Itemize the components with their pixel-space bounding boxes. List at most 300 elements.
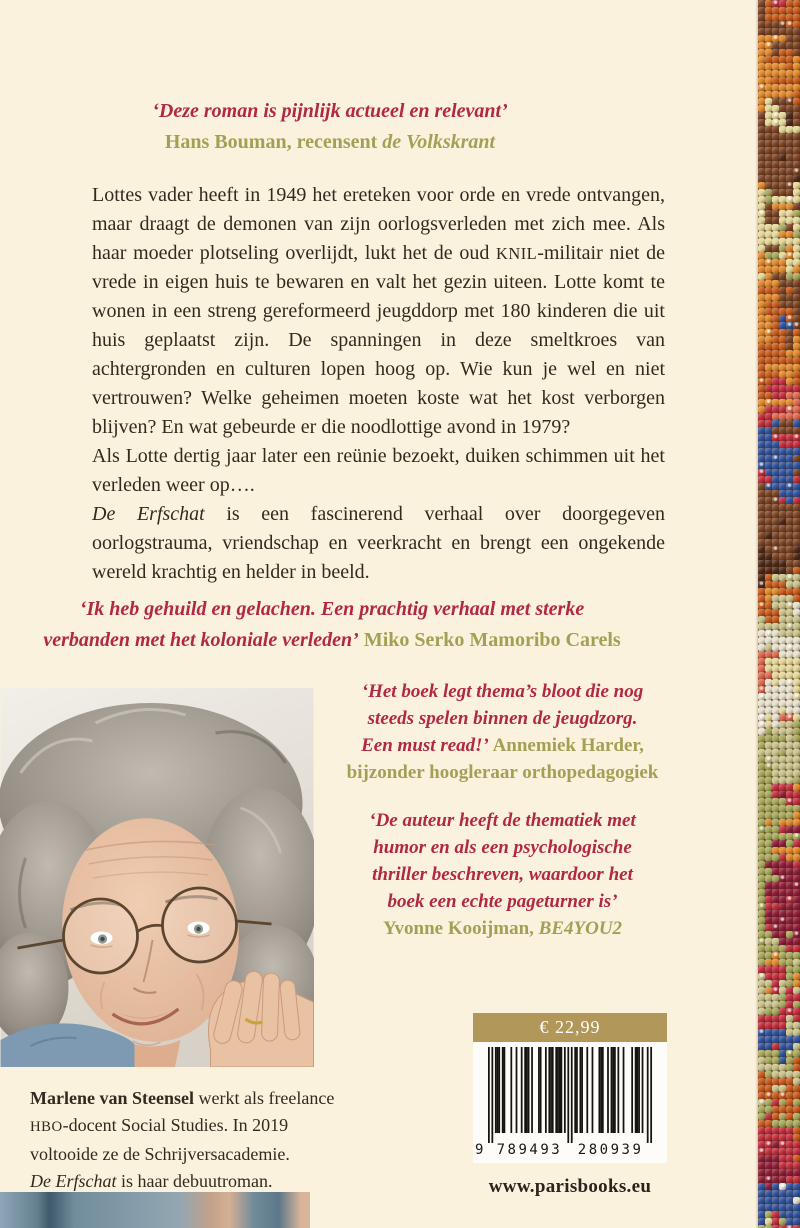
tapestry-stitch <box>772 693 779 700</box>
tapestry-stitch <box>793 0 800 7</box>
tapestry-stitch <box>772 469 779 476</box>
tapestry-stitch <box>786 1211 793 1218</box>
tapestry-stitch <box>765 336 772 343</box>
tapestry-stitch <box>793 546 800 553</box>
tapestry-stitch <box>758 798 765 805</box>
tapestry-stitch <box>758 448 765 455</box>
tapestry-stitch <box>779 14 786 21</box>
tapestry-stitch <box>779 826 786 833</box>
tapestry-stitch <box>779 707 786 714</box>
tapestry-stitch <box>765 1162 772 1169</box>
tapestry-stitch <box>779 441 786 448</box>
tapestry-stitch <box>772 203 779 210</box>
tapestry-stitch <box>758 1155 765 1162</box>
tapestry-stitch <box>758 1197 765 1204</box>
tapestry-stitch <box>765 168 772 175</box>
tapestry-stitch <box>758 511 765 518</box>
tapestry-stitch <box>772 567 779 574</box>
tapestry-stitch <box>765 938 772 945</box>
tapestry-stitch <box>779 644 786 651</box>
tapestry-stitch <box>765 378 772 385</box>
tapestry-stitch <box>765 924 772 931</box>
tapestry-stitch <box>786 987 793 994</box>
bio-text: -docent Social Studies. In 2019 <box>62 1115 289 1135</box>
tapestry-stitch <box>765 819 772 826</box>
tapestry-stitch <box>793 1078 800 1085</box>
tapestry-stitch <box>765 84 772 91</box>
tapestry-stitch <box>765 882 772 889</box>
tapestry-stitch <box>758 1008 765 1015</box>
tapestry-stitch <box>772 1148 779 1155</box>
tapestry-stitch <box>779 637 786 644</box>
tapestry-stitch <box>786 1169 793 1176</box>
tapestry-stitch <box>772 1078 779 1085</box>
tapestry-stitch <box>758 224 765 231</box>
tapestry-stitch <box>779 616 786 623</box>
tapestry-stitch <box>793 917 800 924</box>
tapestry-stitch <box>772 441 779 448</box>
tapestry-stitch <box>765 364 772 371</box>
tapestry-stitch <box>786 133 793 140</box>
tapestry-stitch <box>779 1204 786 1211</box>
tapestry-stitch <box>772 959 779 966</box>
tapestry-stitch <box>779 224 786 231</box>
tapestry-stitch <box>786 728 793 735</box>
tapestry-stitch <box>758 1092 765 1099</box>
tapestry-stitch <box>765 483 772 490</box>
tapestry-stitch <box>779 574 786 581</box>
tapestry-stitch <box>758 301 765 308</box>
tapestry-stitch <box>779 987 786 994</box>
tapestry-stitch <box>779 833 786 840</box>
tapestry-stitch <box>786 224 793 231</box>
tapestry-stitch <box>779 560 786 567</box>
bio-text: werkt als freelance <box>193 1088 335 1108</box>
tapestry-stitch <box>772 448 779 455</box>
tapestry-stitch <box>779 259 786 266</box>
tapestry-stitch <box>779 924 786 931</box>
tapestry-stitch <box>786 49 793 56</box>
tapestry-stitch <box>786 462 793 469</box>
tapestry-stitch <box>758 819 765 826</box>
tapestry-stitch <box>772 987 779 994</box>
tapestry-stitch <box>758 1183 765 1190</box>
tapestry-stitch <box>772 910 779 917</box>
tapestry-stitch <box>772 980 779 987</box>
tapestry-stitch <box>772 931 779 938</box>
tapestry-stitch <box>758 1169 765 1176</box>
attribution-name: Yvonne Kooijman, <box>382 918 539 939</box>
tapestry-stitch <box>758 175 765 182</box>
tapestry-stitch <box>793 203 800 210</box>
tapestry-stitch <box>793 231 800 238</box>
tapestry-stitch <box>779 623 786 630</box>
tapestry-stitch <box>772 105 779 112</box>
tapestry-stitch <box>758 70 765 77</box>
tapestry-stitch <box>779 651 786 658</box>
tapestry-stitch <box>758 42 765 49</box>
quote-line <box>340 705 665 732</box>
tapestry-stitch <box>758 1036 765 1043</box>
tapestry-stitch <box>772 497 779 504</box>
tapestry-stitch <box>765 609 772 616</box>
press-quote-kooijman <box>340 807 665 942</box>
svg-text:789493: 789493 <box>496 1142 563 1158</box>
tapestry-stitch <box>772 126 779 133</box>
tapestry-stitch <box>793 651 800 658</box>
tapestry-stitch <box>793 616 800 623</box>
tapestry-stitch <box>758 994 765 1001</box>
tapestry-stitch <box>786 889 793 896</box>
tapestry-stitch <box>786 735 793 742</box>
book-title: De Erfschat <box>92 503 205 525</box>
tapestry-stitch <box>772 273 779 280</box>
tapestry-stitch <box>786 406 793 413</box>
tapestry-stitch <box>779 1036 786 1043</box>
tapestry-stitch <box>779 147 786 154</box>
tapestry-stitch <box>758 672 765 679</box>
tapestry-stitch <box>793 399 800 406</box>
tapestry-stitch <box>765 994 772 1001</box>
tapestry-stitch <box>758 1078 765 1085</box>
quote-line <box>340 678 665 705</box>
tapestry-stitch <box>765 651 772 658</box>
tapestry-stitch <box>779 378 786 385</box>
tapestry-stitch <box>779 217 786 224</box>
price-tag: € 22,99 <box>473 1013 667 1042</box>
tapestry-stitch <box>786 455 793 462</box>
attribution-source: de Volkskrant <box>382 131 496 153</box>
tapestry-stitch <box>765 112 772 119</box>
tapestry-stitch <box>765 511 772 518</box>
tapestry-stitch <box>772 182 779 189</box>
tapestry-stitch <box>772 952 779 959</box>
tapestry-stitch <box>758 518 765 525</box>
tapestry-stitch <box>772 245 779 252</box>
tapestry-stitch <box>779 1022 786 1029</box>
tapestry-stitch <box>779 686 786 693</box>
tapestry-stitch <box>765 147 772 154</box>
tapestry-stitch <box>765 630 772 637</box>
tapestry-stitch <box>772 609 779 616</box>
tapestry-stitch <box>765 70 772 77</box>
tapestry-stitch <box>779 35 786 42</box>
tapestry-stitch <box>758 161 765 168</box>
author-name: Marlene van Steensel <box>30 1088 194 1108</box>
tapestry-stitch <box>793 427 800 434</box>
tapestry-stitch <box>772 644 779 651</box>
tapestry-stitch <box>765 287 772 294</box>
tapestry-stitch <box>793 812 800 819</box>
tapestry-stitch <box>772 553 779 560</box>
tapestry-stitch <box>786 581 793 588</box>
tapestry-stitch <box>758 154 765 161</box>
tapestry-stitch <box>786 931 793 938</box>
tapestry-stitch <box>779 602 786 609</box>
tapestry-stitch <box>786 707 793 714</box>
tapestry-stitch <box>793 238 800 245</box>
tapestry-stitch <box>765 28 772 35</box>
tapestry-stitch <box>793 623 800 630</box>
tapestry-stitch <box>786 84 793 91</box>
quote-line <box>340 807 665 834</box>
tapestry-stitch <box>793 1001 800 1008</box>
tapestry-stitch <box>772 966 779 973</box>
tapestry-stitch <box>758 119 765 126</box>
tapestry-stitch <box>786 1190 793 1197</box>
tapestry-stitch <box>786 217 793 224</box>
tapestry-stitch <box>772 763 779 770</box>
tapestry-stitch <box>765 161 772 168</box>
tapestry-stitch <box>772 434 779 441</box>
tapestry-stitch <box>793 686 800 693</box>
tapestry-stitch <box>772 154 779 161</box>
tapestry-stitch <box>786 273 793 280</box>
tapestry-stitch <box>793 539 800 546</box>
tapestry-stitch <box>758 588 765 595</box>
tapestry-stitch <box>779 504 786 511</box>
tapestry-stitch <box>779 392 786 399</box>
tapestry-stitch <box>772 196 779 203</box>
tapestry-stitch <box>772 7 779 14</box>
tapestry-stitch <box>765 1099 772 1106</box>
tapestry-stitch <box>758 679 765 686</box>
tapestry-stitch <box>779 1113 786 1120</box>
tapestry-stitch <box>772 259 779 266</box>
tapestry-stitch <box>793 868 800 875</box>
tapestry-stitch <box>758 560 765 567</box>
tapestry-stitch <box>765 1106 772 1113</box>
tapestry-stitch <box>765 539 772 546</box>
tapestry-stitch <box>758 567 765 574</box>
tapestry-stitch <box>786 441 793 448</box>
tapestry-stitch <box>765 1057 772 1064</box>
tapestry-stitch <box>793 70 800 77</box>
tapestry-stitch <box>779 294 786 301</box>
tapestry-stitch <box>765 952 772 959</box>
tapestry-stitch <box>779 371 786 378</box>
attribution-name: Annemiek Harder, <box>488 735 644 756</box>
tapestry-stitch <box>765 7 772 14</box>
tapestry-stitch <box>779 931 786 938</box>
tapestry-stitch <box>758 1218 765 1225</box>
tapestry-stitch <box>779 336 786 343</box>
tapestry-stitch <box>765 1085 772 1092</box>
press-quote-harder <box>340 678 665 786</box>
tapestry-stitch <box>765 91 772 98</box>
tapestry-stitch <box>758 210 765 217</box>
press-quote-carels <box>2 594 662 656</box>
tapestry-stitch <box>779 364 786 371</box>
tapestry-stitch <box>772 1134 779 1141</box>
tapestry-stitch <box>772 476 779 483</box>
tapestry-stitch <box>779 301 786 308</box>
tapestry-stitch <box>758 91 765 98</box>
tapestry-stitch <box>772 833 779 840</box>
tapestry-stitch <box>765 1050 772 1057</box>
tapestry-stitch <box>793 1071 800 1078</box>
tapestry-stitch <box>779 406 786 413</box>
tapestry-stitch <box>758 637 765 644</box>
tapestry-stitch <box>758 476 765 483</box>
tapestry-stitch <box>786 469 793 476</box>
tapestry-stitch <box>793 966 800 973</box>
tapestry-stitch <box>793 147 800 154</box>
tapestry-stitch <box>793 378 800 385</box>
quote-line <box>340 915 665 942</box>
tapestry-stitch <box>758 483 765 490</box>
tapestry-stitch <box>758 609 765 616</box>
tapestry-stitch <box>793 1141 800 1148</box>
tapestry-stitch <box>793 1134 800 1141</box>
tapestry-stitch <box>786 805 793 812</box>
tapestry-stitch <box>786 553 793 560</box>
tapestry-stitch <box>786 350 793 357</box>
tapestry-stitch <box>793 763 800 770</box>
tapestry-stitch <box>758 371 765 378</box>
tapestry-stitch <box>786 1001 793 1008</box>
tapestry-stitch <box>793 1127 800 1134</box>
tapestry-stitch <box>786 994 793 1001</box>
tapestry-stitch <box>793 280 800 287</box>
tapestry-stitch <box>765 623 772 630</box>
tapestry-stitch <box>758 497 765 504</box>
tapestry-stitch <box>758 882 765 889</box>
tapestry-stitch <box>758 385 765 392</box>
tapestry-stitch <box>793 42 800 49</box>
tapestry-stitch <box>779 896 786 903</box>
tapestry-stitch <box>765 595 772 602</box>
tapestry-stitch <box>758 1071 765 1078</box>
tapestry-stitch <box>786 322 793 329</box>
tapestry-stitch <box>779 315 786 322</box>
tapestry-stitch <box>758 1057 765 1064</box>
tapestry-stitch <box>793 252 800 259</box>
tapestry-stitch <box>786 301 793 308</box>
bio-line <box>30 1141 335 1168</box>
tapestry-stitch <box>786 756 793 763</box>
tapestry-stitch <box>779 266 786 273</box>
tapestry-stitch <box>772 336 779 343</box>
tapestry-stitch <box>772 854 779 861</box>
tapestry-stitch <box>779 1099 786 1106</box>
quote-text: ‘De auteur heeft de thematiek met <box>369 810 636 831</box>
quote-text: steeds spelen binnen de jeugdzorg. <box>367 708 638 729</box>
press-quote-volkskrant <box>0 96 660 158</box>
tapestry-stitch <box>786 679 793 686</box>
bio-line <box>30 1168 335 1195</box>
tapestry-stitch <box>793 385 800 392</box>
tapestry-stitch <box>758 735 765 742</box>
tapestry-stitch <box>772 896 779 903</box>
tapestry-stitch <box>772 1057 779 1064</box>
tapestry-stitch <box>793 980 800 987</box>
tapestry-stitch <box>765 154 772 161</box>
tapestry-stitch <box>786 1015 793 1022</box>
tapestry-stitch <box>793 112 800 119</box>
bio-line <box>30 1112 335 1141</box>
tapestry-stitch <box>772 350 779 357</box>
tapestry-stitch <box>779 77 786 84</box>
tapestry-stitch <box>772 546 779 553</box>
tapestry-stitch <box>772 427 779 434</box>
tapestry-stitch <box>758 1162 765 1169</box>
tapestry-stitch <box>772 294 779 301</box>
synopsis-text: Als Lotte dertig jaar later een reünie bezoekt, duiken schimmen uit het verleden weer op…. <box>92 445 665 496</box>
tapestry-stitch <box>779 882 786 889</box>
tapestry-stitch <box>772 868 779 875</box>
tapestry-stitch <box>793 847 800 854</box>
tapestry-stitch <box>765 546 772 553</box>
tapestry-stitch <box>786 539 793 546</box>
tapestry-stitch <box>765 301 772 308</box>
tapestry-stitch <box>779 630 786 637</box>
tapestry-stitch <box>772 749 779 756</box>
tapestry-stitch <box>786 560 793 567</box>
tapestry-stitch <box>772 77 779 84</box>
tapestry-stitch <box>779 28 786 35</box>
tapestry-stitch <box>758 308 765 315</box>
tapestry-stitch <box>765 343 772 350</box>
tapestry-stitch <box>793 21 800 28</box>
tapestry-stitch <box>772 1218 779 1225</box>
tapestry-stitch <box>765 644 772 651</box>
tapestry-stitch <box>758 189 765 196</box>
tapestry-stitch <box>779 735 786 742</box>
tapestry-stitch <box>765 945 772 952</box>
tapestry-stitch <box>793 882 800 889</box>
tapestry-stitch <box>779 238 786 245</box>
tapestry-stitch <box>772 1015 779 1022</box>
tapestry-stitch <box>779 0 786 7</box>
tapestry-stitch <box>779 966 786 973</box>
tapestry-stitch <box>758 462 765 469</box>
tapestry-stitch <box>765 917 772 924</box>
tapestry-stitch <box>786 945 793 952</box>
tapestry-stitch <box>786 91 793 98</box>
tapestry-stitch <box>793 1043 800 1050</box>
tapestry-stitch <box>779 861 786 868</box>
tapestry-stitch <box>793 973 800 980</box>
tapestry-stitch <box>758 203 765 210</box>
tapestry-stitch <box>758 413 765 420</box>
tapestry-stitch <box>758 147 765 154</box>
tapestry-stitch <box>779 161 786 168</box>
tapestry-stitch <box>793 511 800 518</box>
tapestry-stitch <box>779 1071 786 1078</box>
tapestry-stitch <box>786 126 793 133</box>
tapestry-stitch <box>765 980 772 987</box>
tapestry-stitch <box>772 1064 779 1071</box>
tapestry-stitch <box>772 581 779 588</box>
tapestry-stitch <box>765 1001 772 1008</box>
quote-text: ‘Ik heb gehuild en gelachen. Een prachtig verhaal met sterke <box>79 598 585 620</box>
tapestry-stitch <box>779 1050 786 1057</box>
right-quote-column <box>340 678 665 942</box>
tapestry-stitch <box>758 336 765 343</box>
tapestry-stitch <box>786 28 793 35</box>
tapestry-stitch <box>779 84 786 91</box>
tapestry-stitch <box>786 42 793 49</box>
tapestry-stitch <box>779 994 786 1001</box>
tapestry-stitch <box>793 637 800 644</box>
tapestry-stitch <box>786 0 793 7</box>
quote-text: ‘Deze roman is pijnlijk actueel en relevant’ <box>152 100 508 122</box>
synopsis-paragraph-2 <box>92 442 665 500</box>
tapestry-stitch <box>765 616 772 623</box>
tapestry-stitch <box>758 196 765 203</box>
tapestry-stitch <box>793 1064 800 1071</box>
